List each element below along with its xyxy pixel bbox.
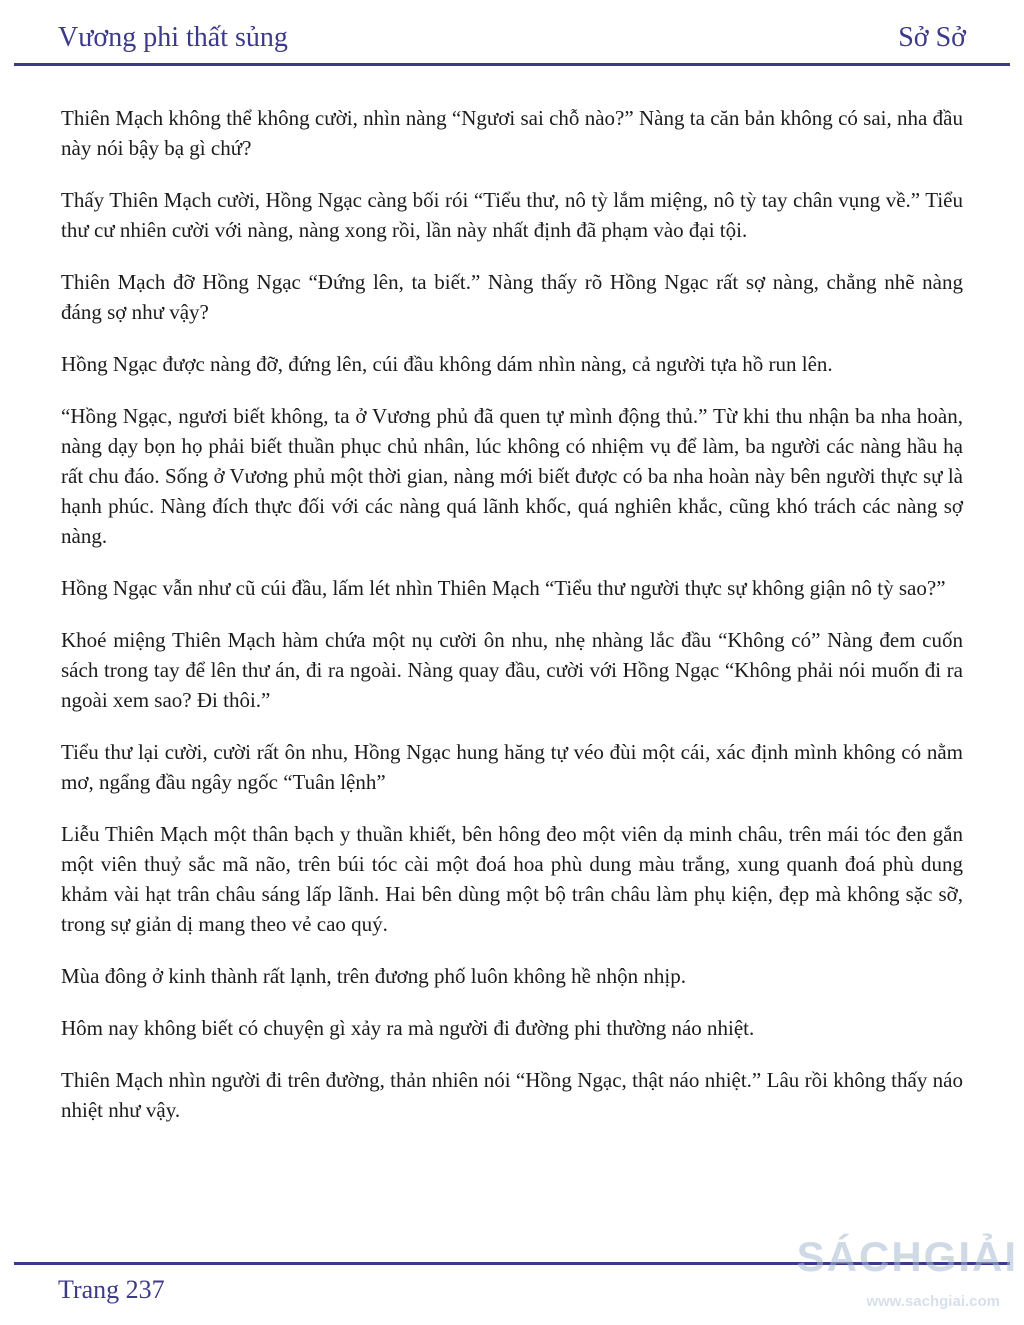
paragraph: Thấy Thiên Mạch cười, Hồng Ngạc càng bối rói “Tiểu thư, nô tỳ lắm miệng, nô tỳ tay chân vụng về.” Tiểu thư cư nhiên cười với nàng, nàng xong rồi, lần này nhất định đã phạm vào đại tội. — [61, 188, 963, 242]
page-header — [58, 22, 966, 62]
paragraph: Thiên Mạch nhìn người đi trên đường, thản nhiên nói “Hồng Ngạc, thật náo nhiệt.” Lâu rồi không thấy náo nhiệt như vậy. — [61, 1068, 963, 1122]
watermark-url: www.sachgiai.com — [866, 1293, 1000, 1310]
watermark-brand: SÁCHGIẢI — [796, 1233, 1018, 1280]
paragraph: Mùa đông ở kinh thành rất lạnh, trên đương phố luôn không hề nhộn nhịp. — [61, 964, 687, 988]
watermark-logo — [796, 1225, 1018, 1317]
paragraph: “Hồng Ngạc, ngươi biết không, ta ở Vương phủ đã quen tự mình động thủ.” Từ khi thu nhận ba nha hoàn, nàng dạy bọn họ phải biết thuần phục chủ nhân, lúc không có nhiệm vụ để làm, ba người các nàng hầu hạ rất chu đáo. Sống ở Vương phủ một thời gian, nàng mới biết được có ba nha hoàn này bên người thực sự là hạnh phúc. Nàng đích thực đối với các nàng quá lãnh khốc, quá nghiên khắc, cũng khó trách các nàng sợ nàng. — [61, 404, 963, 548]
paragraph: Hồng Ngạc được nàng đỡ, đứng lên, cúi đầu không dám nhìn nàng, cả người tựa hồ run lên. — [61, 352, 833, 376]
paragraph: Thiên Mạch không thể không cười, nhìn nàng “Ngươi sai chỗ nào?” Nàng ta căn bản không có sai, nha đầu này nói bậy bạ gì chứ? — [61, 106, 963, 160]
paragraph: Tiểu thư lại cười, cười rất ôn nhu, Hồng Ngạc hung hăng tự véo đùi một cái, xác định mình không có nằm mơ, ngẩng đầu ngây ngốc “Tuân lệnh” — [61, 740, 963, 794]
book-title: Vương phi thất sủng — [58, 22, 288, 53]
paragraph: Liễu Thiên Mạch một thân bạch y thuần khiết, bên hông đeo một viên dạ minh châu, trên mái tóc đen gắn một viên thuỷ sắc mã não, trên búi tóc cài một đoá hoa phù dung màu trắng, xung quanh đoá phù dung khảm vài hạt trân châu sáng lấp lãnh. Hai bên dùng một bộ trân châu làm phụ kiện, đẹp mà không sặc sỡ, trong sự giản dị mang theo vẻ cao quý. — [61, 822, 963, 936]
paragraph: Thiên Mạch đỡ Hồng Ngạc “Đứng lên, ta biết.” Nàng thấy rõ Hồng Ngạc rất sợ nàng, chẳng nhẽ nàng đáng sợ như vậy? — [61, 270, 963, 324]
page-number: Trang 237 — [58, 1275, 165, 1304]
header-divider — [14, 63, 1010, 66]
paragraph: Hôm nay không biết có chuyện gì xảy ra mà người đi đường phi thường náo nhiệt. — [61, 1016, 755, 1040]
paragraph: Hồng Ngạc vẫn như cũ cúi đầu, lấm lét nhìn Thiên Mạch “Tiểu thư người thực sự không giận nô tỳ sao?” — [61, 576, 946, 600]
paragraph: Khoé miệng Thiên Mạch hàm chứa một nụ cười ôn nhu, nhẹ nhàng lắc đầu “Không có” Nàng đem cuốn sách trong tay để lên thư án, đi ra ngoài. Nàng quay đầu, cười với Hồng Ngạc “Không phải nói muốn đi ra ngoài xem sao? Đi thôi.” — [61, 628, 963, 712]
page-body — [61, 103, 963, 1147]
book-author: Sở Sở — [898, 22, 966, 53]
